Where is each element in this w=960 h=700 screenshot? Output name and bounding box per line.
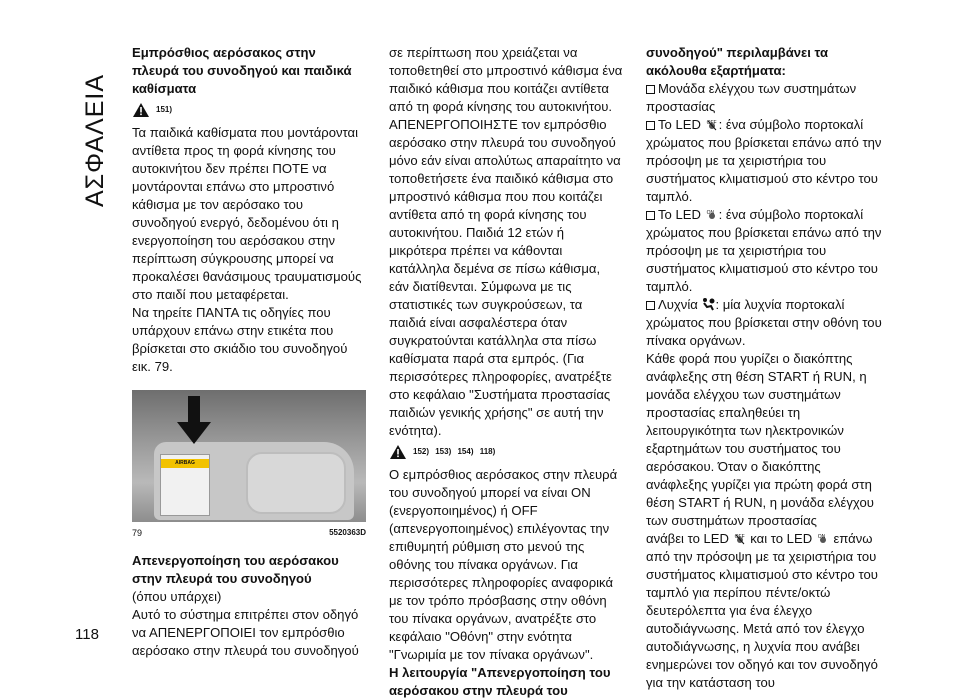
heading-passenger-airbag-child-seats: Εμπρόσθιος αερόσακος στην πλευρά του συνοδηγού και παιδικά καθίσματα xyxy=(132,45,352,96)
list-item-text: : μία λυχνία πορτοκαλί χρώματος που βρίσκεται στην οθόνη του πίνακα οργάνων. xyxy=(646,297,882,348)
list-item-text: Το LED xyxy=(658,207,701,222)
led-on-tag: ON xyxy=(706,210,715,216)
checkbox-bullet-icon xyxy=(646,85,655,94)
figure-caption xyxy=(132,524,366,542)
heading-airbag-deactivation: Απενεργοποίηση του αερόσακου στην πλευρά του συνοδηγού xyxy=(132,553,339,586)
warning-reference-row xyxy=(389,442,623,462)
list-item-text: : ένα σύμβολο πορτοκαλί χρώματος που βρίσκεται επάνω από την πρόσοψη με τα χειριστήρια του συστήματος κλιματισμού στο κέντρο του ταμπλό. xyxy=(646,207,882,294)
sun-visor-photo xyxy=(132,390,366,522)
airbag-off-led-icon xyxy=(705,117,719,131)
sun-visor xyxy=(154,442,354,520)
airbag-on-led-icon xyxy=(816,531,830,545)
heading-deactivation-function: Η λειτουργία "Απενεργοποίηση του αερόσακου στην πλευρά του xyxy=(389,665,611,698)
airbag-off-led-icon xyxy=(733,531,747,545)
paragraph: (όπου υπάρχει) xyxy=(132,589,222,604)
airbag-on-led-icon xyxy=(705,207,719,221)
vanity-mirror xyxy=(246,452,346,514)
warning-triangle-icon xyxy=(132,102,150,118)
checkbox-bullet-icon xyxy=(646,301,655,310)
list-item-text: : ένα σύμβολο πορτοκαλί χρώματος που βρίσκεται επάνω από την πρόσοψη με τα χειριστήρια του συστήματος κλιματισμού στο κέντρο του ταμπλό. xyxy=(646,117,882,204)
column-1 xyxy=(132,44,366,660)
column-3 xyxy=(646,44,886,692)
list-item-text: Μονάδα ελέγχου των συστημάτων προστασίας xyxy=(646,81,857,114)
list-item xyxy=(646,116,886,206)
list-item xyxy=(646,206,886,296)
paragraph-text: ανάβει το LED xyxy=(646,531,729,546)
list-item-text: Το LED xyxy=(658,117,701,132)
airbag-label-band: AIRBAG xyxy=(161,459,209,468)
paragraph: Τα παιδικά καθίσματα που μοντάρονται αντίθετα προς τη φορά κίνησης του αυτοκινήτου δεν πρέπει ΠΟΤΕ να μοντάρονται επάνω στο μπροστινό κάθισμα με τον αερόσακο του συνοδηγού ενεργό, δεδομένου ότι η ενεργοποίηση του αερόσακου στην περίπτωση σύγκρουσης μπορεί να προκαλέσει θανάσιμους τραυματισμούς στο παιδί που μεταφέρεται. xyxy=(132,125,362,302)
page-number: 118 xyxy=(75,626,99,643)
section-title xyxy=(76,40,116,240)
section-title-text: ΑΣΦΑΛΕΙΑ xyxy=(81,73,110,207)
led-on-tag: ON xyxy=(817,534,826,540)
paragraph: Να τηρείτε ΠΑΝΤΑ τις οδηγίες που υπάρχουν επάνω στην ετικέτα που βρίσκεται στο σκιάδιο του συνοδηγού εικ. 79. xyxy=(132,305,348,374)
warning-triangle-icon xyxy=(389,444,407,460)
paragraph: Αυτό το σύστημα επιτρέπει στον οδηγό να ΑΠΕΝΕΡΓΟΠΟΙΕΙ τον εμπρόσθιο αερόσακο στην πλευρά του συνοδηγού xyxy=(132,607,359,658)
figure-code: 5520363D xyxy=(329,528,366,537)
list-item xyxy=(646,296,886,350)
paragraph-text: επάνω από την πρόσοψη με τα χειριστήρια του συστήματος κλιματισμού στο κέντρο του ταμπλό για περίπου πέντε/οκτώ δευτερόλεπτα για ένα έλεγχο αυτοδιάγνωσης. Μετά από τον έλεγχο αυτοδιάγνωσης, η λυχνία που ανάβει ενημερώνει τον οδηγό και τον συνοδηγό για την κατάσταση του xyxy=(646,531,878,690)
checkbox-bullet-icon xyxy=(646,211,655,220)
paragraph-text: και το LED xyxy=(750,531,813,546)
heading-components: συνοδηγού" περιλαμβάνει τα ακόλουθα εξαρτήματα: xyxy=(646,45,829,78)
list-item-text: Λυχνία xyxy=(658,297,698,312)
checkbox-bullet-icon xyxy=(646,121,655,130)
paragraph: σε περίπτωση που χρειάζεται να τοποθετηθεί στο μπροστινό κάθισμα ένα παιδικό κάθισμα που κοιτάζει αντίθετα από τη φορά κίνησης του αυτοκινήτου. ΑΠΕΝΕΡΓΟΠΟΙΗΣΤΕ τον εμπρόσθιο αερόσακο στην πλευρά του συνοδηγού μόνο εάν είναι απολύτως απαραίτητο να τοποθετήσετε ένα παιδικό κάθισμα στο μπροστινό κάθισμα που που κοιτάζει αντίθετα από τη φορά κίνησης του αυτοκινήτου. Παιδιά 12 ετών ή μικρότερα πρέπει να κάθονται κατάλληλα δεμένα σε πίσω κάθισμα, εάν διατίθενται. Σύμφωνα με τις στατιστικές των συγκρούσεων, τα παιδιά είναι ασφαλέστερα όταν συγκρατούνται κατάλληλα στα πίσω καθίσματα παρά στα εμπρός. (Για περισσότερες πληροφορίες, ανατρέξτε στο κεφάλαιο "Συστήματα προστασίας παιδιών γενικής χρήσης" σε αυτή την ενότητα). xyxy=(389,45,623,438)
led-off-tag: OFF xyxy=(706,120,717,126)
warning-refs: 151) xyxy=(156,105,173,114)
paragraph: Κάθε φορά που γυρίζει ο διακόπτης ανάφλεξης στη θέση START ή RUN, η μονάδα ελέγχου των συστημάτων προστασίας επαληθεύει τη λειτουργικότητα των ηλεκτρονικών εξαρτημάτων του συστήματος του αερόσακου. Όταν ο διακόπτης ανάφλεξης γυρίζει για πρώτη φορά στη θέση START ή RUN, η μονάδα ελέγχου των συστημάτων προστασίας xyxy=(646,351,874,528)
column-2 xyxy=(389,44,623,700)
warning-reference-row xyxy=(132,100,366,120)
airbag-warning-lamp-icon xyxy=(701,297,715,311)
paragraph xyxy=(646,530,886,692)
figure-number: 79 xyxy=(132,528,143,538)
arrow-down-icon xyxy=(177,396,211,446)
airbag-warning-label xyxy=(160,454,210,516)
paragraph: Ο εμπρόσθιος αερόσακος στην πλευρά του συνοδηγού μπορεί να είναι ON (ενεργοποιημένος) ή OFF (απενεργοποιημένος) επιλέγοντας την επιθυμητή ρύθμιση στο μενού της οθόνης του πίνακα οργάνων. Για περισσότερες πληροφορίες αναφορικά με τον τρόπο πρόσβασης στην οθόνη του πίνακα οργάνων, ανατρέξτε στο κεφάλαιο "Οθόνη" στην ενότητα "Γνωριμία με τον πίνακα οργάνων". xyxy=(389,467,618,662)
warning-refs: 152) 153) 154) 118) xyxy=(413,447,496,456)
led-off-tag: OFF xyxy=(734,534,745,540)
list-item xyxy=(646,80,886,116)
